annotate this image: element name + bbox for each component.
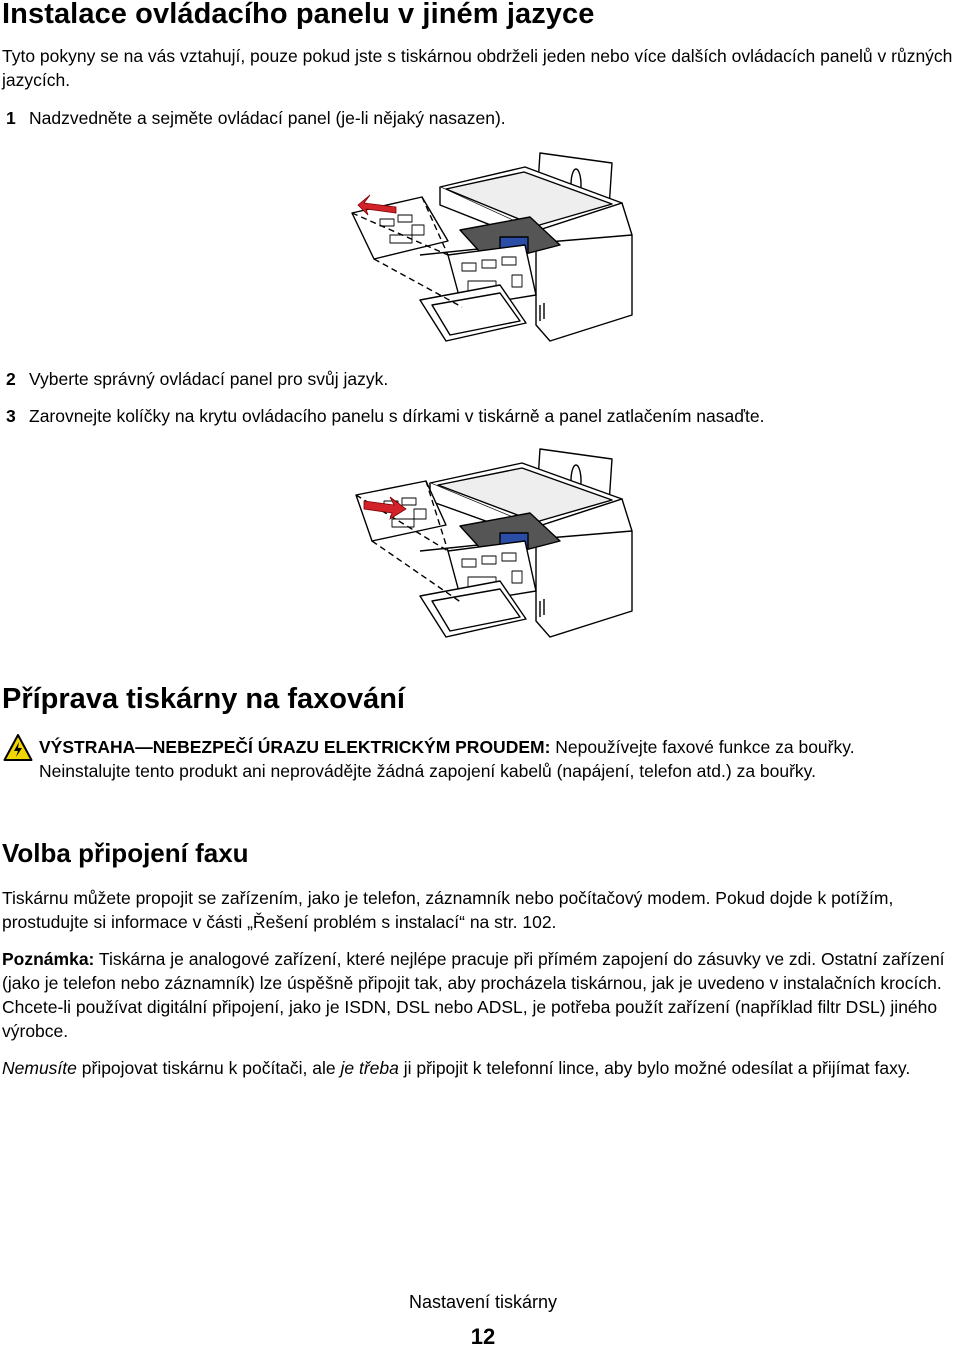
step-number: 2 bbox=[6, 369, 16, 389]
step-1 bbox=[6, 106, 506, 130]
step-text: Zarovnejte kolíčky na krytu ovládacího panelu s dírkami v tiskárně a panel zatlačením nasaďte. bbox=[29, 406, 765, 426]
requirement-text-end: ji připojit k telefonní lince, aby bylo možné odesílat a přijímat faxy. bbox=[398, 1058, 911, 1078]
note-text: Tiskárna je analogové zařízení, které nejlépe pracuje při přímém zapojení do zásuvky ve zdi. Ostatní zařízení (jako je telefon nebo záznamník) lze úspěšně připojit tak, aby procházela tiskárnou, jak je uvedeno v instalačních krocích. Chcete-li používat digitální připojení, jako je ISDN, DSL nebo ADSL, je potřeba použít zařízení (například filtr DSL) jiného výrobce. bbox=[2, 949, 945, 1041]
printer-insert-panel-illustration bbox=[350, 443, 640, 643]
page-number: 12 bbox=[470, 1324, 496, 1349]
connection-paragraph: Tiskárnu můžete propojit se zařízením, jako je telefon, záznamník nebo počítačový modem. Pokud dojde k potížím, prostudujte si informace v části „Řešení problém s instalací“ na str. 102. bbox=[2, 888, 894, 932]
warning-lead: VÝSTRAHA—NEBEZPEČÍ ÚRAZU ELEKTRICKÝM PROUDEM: bbox=[39, 737, 551, 757]
section-title-fax-prep: Příprava tiskárny na faxování bbox=[2, 683, 405, 715]
step-text: Vyberte správný ovládací panel pro svůj jazyk. bbox=[29, 369, 389, 389]
intro-paragraph: Tyto pokyny se na vás vztahují, pouze pokud jste s tiskárnou obdrželi jeden nebo více dalších ovládacích panelů v různých jazycích. bbox=[2, 46, 953, 90]
requirement-paragraph bbox=[2, 1056, 958, 1080]
printer-remove-panel-illustration bbox=[350, 145, 640, 345]
note-label: Poznámka: bbox=[2, 949, 95, 969]
section-title-control-panel: Instalace ovládacího panelu v jiném jazyce bbox=[2, 0, 595, 30]
footer-section-label: Nastavení tiskárny bbox=[408, 1292, 558, 1312]
step-number: 3 bbox=[6, 406, 16, 426]
step-2 bbox=[6, 367, 388, 391]
section-title-fax-connection: Volba připojení faxu bbox=[2, 838, 249, 868]
electric-shock-warning bbox=[39, 735, 939, 783]
emphasis-required: je třeba bbox=[340, 1058, 399, 1078]
electric-shock-warning-icon bbox=[3, 733, 33, 763]
emphasis-not-required: Nemusíte bbox=[2, 1058, 77, 1078]
step-number: 1 bbox=[6, 108, 16, 128]
step-3 bbox=[6, 404, 764, 428]
requirement-text: připojovat tiskárnu k počítači, ale bbox=[76, 1058, 341, 1078]
step-text: Nadzvedněte a sejměte ovládací panel (je-li nějaký nasazen). bbox=[29, 108, 506, 128]
note-paragraph bbox=[2, 947, 958, 1043]
warning-text: Nepoužívejte faxové funkce za bouřky. Neinstalujte tento produkt ani neprovádějte žádná zapojení kabelů (napájení, telefon atd.) za bouřky. bbox=[39, 737, 855, 781]
